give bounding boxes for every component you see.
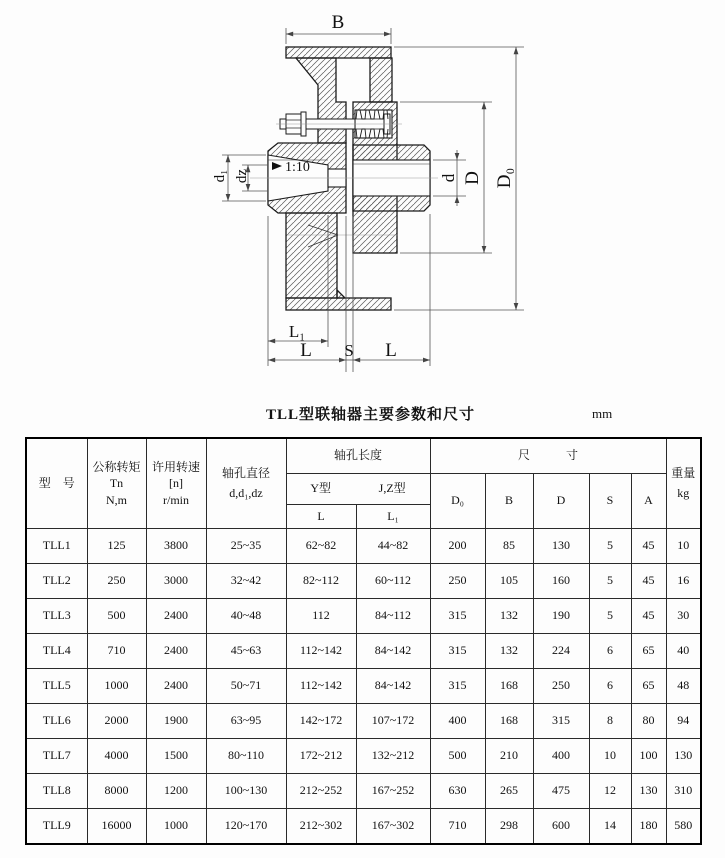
header-torque xyxy=(87,438,146,529)
cell: 400 xyxy=(430,704,485,739)
cell: 132 xyxy=(485,599,533,634)
unit-label: mm xyxy=(592,406,613,421)
cell: 6 xyxy=(589,634,631,669)
cell: 85 xyxy=(485,529,533,564)
cell: 1500 xyxy=(146,739,206,774)
cell: 500 xyxy=(430,739,485,774)
cell: 44~82 xyxy=(356,529,430,564)
label-d: d xyxy=(439,173,458,183)
header-speed xyxy=(146,438,206,529)
cell: 65 xyxy=(631,634,666,669)
label-L-left: L xyxy=(300,340,312,361)
cell: 107~172 xyxy=(356,704,430,739)
cell: 10 xyxy=(666,529,701,564)
taper-label: 1:10 xyxy=(285,160,310,175)
cell: 16000 xyxy=(87,809,146,845)
cell: 94 xyxy=(666,704,701,739)
header-weight-line1: 重量 xyxy=(671,466,696,481)
cell: 315 xyxy=(430,669,485,704)
cell: 112 xyxy=(286,599,356,634)
cell: 250 xyxy=(533,669,589,704)
cell: 30 xyxy=(666,599,701,634)
cell: 100~130 xyxy=(206,774,286,809)
header-torque-line3: N,m xyxy=(106,492,127,507)
cell: 224 xyxy=(533,634,589,669)
cell: 25~35 xyxy=(206,529,286,564)
header-speed-line3: r/min xyxy=(163,492,189,507)
cell: 45~63 xyxy=(206,634,286,669)
header-torque-line2: Tn xyxy=(109,476,124,491)
cell: 200 xyxy=(430,529,485,564)
cell: 45 xyxy=(631,599,666,634)
header-D0: D₀ xyxy=(430,474,485,529)
header-B: B xyxy=(485,474,533,529)
cell: 8000 xyxy=(87,774,146,809)
table-row xyxy=(26,704,701,739)
cell: 250 xyxy=(430,564,485,599)
cell: 32~42 xyxy=(206,564,286,599)
header-bore-length: 轴孔长度 xyxy=(286,438,430,474)
label-dz: dz xyxy=(234,168,250,184)
cell: 45 xyxy=(631,564,666,599)
header-S: S xyxy=(589,474,631,529)
header-model: 型 号 xyxy=(26,438,87,529)
cell: 212~302 xyxy=(286,809,356,845)
label-d1: d₁ xyxy=(212,169,228,183)
header-bore-types xyxy=(286,474,430,505)
cell: 8 xyxy=(589,704,631,739)
cell: 130 xyxy=(631,774,666,809)
cell: 400 xyxy=(533,739,589,774)
label-L1: L₁ xyxy=(288,322,306,341)
cell: 475 xyxy=(533,774,589,809)
cell: 10 xyxy=(589,739,631,774)
table-row xyxy=(26,739,701,774)
cell: 298 xyxy=(485,809,533,845)
cell: 210 xyxy=(485,739,533,774)
cell: 710 xyxy=(87,634,146,669)
cell: 130 xyxy=(666,739,701,774)
cell: 100 xyxy=(631,739,666,774)
cell: 190 xyxy=(533,599,589,634)
cell: 315 xyxy=(533,704,589,739)
cell: 168 xyxy=(485,669,533,704)
cell: 315 xyxy=(430,599,485,634)
cell: 630 xyxy=(430,774,485,809)
cell: 62~82 xyxy=(286,529,356,564)
cell: 1200 xyxy=(146,774,206,809)
cell: 45 xyxy=(631,529,666,564)
header-weight-line2: kg xyxy=(677,485,690,500)
cell: 84~112 xyxy=(356,599,430,634)
table-row xyxy=(26,774,701,809)
cell: 580 xyxy=(666,809,701,845)
table-row xyxy=(26,529,701,564)
table-row xyxy=(26,564,701,599)
cell: 2400 xyxy=(146,599,206,634)
cell: 2400 xyxy=(146,669,206,704)
cell-model: TLL9 xyxy=(26,809,87,845)
cell: 5 xyxy=(589,599,631,634)
cell: 600 xyxy=(533,809,589,845)
header-torque-line1: 公称转矩 xyxy=(92,460,141,475)
cell: 132~212 xyxy=(356,739,430,774)
header-L1: L₁ xyxy=(356,505,430,529)
cell: 3000 xyxy=(146,564,206,599)
header-A: A xyxy=(631,474,666,529)
parameters-table xyxy=(25,437,702,845)
cell-model: TLL6 xyxy=(26,704,87,739)
header-L: L xyxy=(286,505,356,529)
cell: 130 xyxy=(533,529,589,564)
table-row xyxy=(26,809,701,845)
cell-model: TLL4 xyxy=(26,634,87,669)
label-D0: D₀ xyxy=(494,167,515,189)
web-foot-flare xyxy=(337,290,345,298)
cell-model: TLL3 xyxy=(26,599,87,634)
cell: 310 xyxy=(666,774,701,809)
cell: 160 xyxy=(533,564,589,599)
header-y-type: Y型 xyxy=(310,481,331,496)
table-title: TLL型联轴器主要参数和尺寸 xyxy=(266,407,476,423)
cell: 5 xyxy=(589,529,631,564)
cell: 132 xyxy=(485,634,533,669)
cell: 710 xyxy=(430,809,485,845)
cell: 80~110 xyxy=(206,739,286,774)
cell: 212~252 xyxy=(286,774,356,809)
table-row xyxy=(26,599,701,634)
cell: 112~142 xyxy=(286,634,356,669)
cell: 142~172 xyxy=(286,704,356,739)
cell: 1000 xyxy=(87,669,146,704)
cell: 168 xyxy=(485,704,533,739)
cell: 65 xyxy=(631,669,666,704)
cell: 84~142 xyxy=(356,634,430,669)
header-D: D xyxy=(533,474,589,529)
cell: 4000 xyxy=(87,739,146,774)
header-bore-diameter xyxy=(206,438,286,529)
header-speed-line1: 许用转速 xyxy=(151,460,200,475)
cell: 48 xyxy=(666,669,701,704)
cell: 1000 xyxy=(146,809,206,845)
cell: 63~95 xyxy=(206,704,286,739)
cell: 315 xyxy=(430,634,485,669)
drum-wall-top xyxy=(370,58,392,102)
cell: 6 xyxy=(589,669,631,704)
cell: 40 xyxy=(666,634,701,669)
cell: 180 xyxy=(631,809,666,845)
header-bore-line2: d,d₁,dz xyxy=(229,485,263,500)
label-D: D xyxy=(462,171,483,185)
cell-model: TLL2 xyxy=(26,564,87,599)
cell: 167~302 xyxy=(356,809,430,845)
cell: 2000 xyxy=(87,704,146,739)
cell: 250 xyxy=(87,564,146,599)
cell: 40~48 xyxy=(206,599,286,634)
header-speed-line2: [n] xyxy=(169,476,183,491)
cell: 265 xyxy=(485,774,533,809)
cell-model: TLL5 xyxy=(26,669,87,704)
cell: 172~212 xyxy=(286,739,356,774)
cell-model: TLL1 xyxy=(26,529,87,564)
drum-rim-bottom xyxy=(286,298,391,310)
table-row xyxy=(26,669,701,704)
header-weight xyxy=(666,438,701,529)
label-S: S xyxy=(344,341,354,360)
cell: 84~142 xyxy=(356,669,430,704)
cell: 80 xyxy=(631,704,666,739)
cell: 12 xyxy=(589,774,631,809)
cell: 50~71 xyxy=(206,669,286,704)
cell: 16 xyxy=(666,564,701,599)
header-dimensions: 尺 寸 xyxy=(430,438,666,474)
cell: 500 xyxy=(87,599,146,634)
cell: 125 xyxy=(87,529,146,564)
header-bore-line1: 轴孔直径 xyxy=(221,466,270,481)
cell: 5 xyxy=(589,564,631,599)
cell-model: TLL8 xyxy=(26,774,87,809)
cell: 14 xyxy=(589,809,631,845)
cell: 60~112 xyxy=(356,564,430,599)
cell: 82~112 xyxy=(286,564,356,599)
coupling-section-drawing xyxy=(0,0,725,395)
cell: 2400 xyxy=(146,634,206,669)
label-B: B xyxy=(331,12,345,33)
cell: 120~170 xyxy=(206,809,286,845)
table-row xyxy=(26,634,701,669)
cell-model: TLL7 xyxy=(26,739,87,774)
cell: 112~142 xyxy=(286,669,356,704)
cell: 105 xyxy=(485,564,533,599)
cell: 167~252 xyxy=(356,774,430,809)
cell: 3800 xyxy=(146,529,206,564)
cell: 1900 xyxy=(146,704,206,739)
drum-rim-top xyxy=(286,47,391,58)
label-L-right: L xyxy=(385,340,397,361)
header-jz-type: J,Z型 xyxy=(378,481,406,496)
